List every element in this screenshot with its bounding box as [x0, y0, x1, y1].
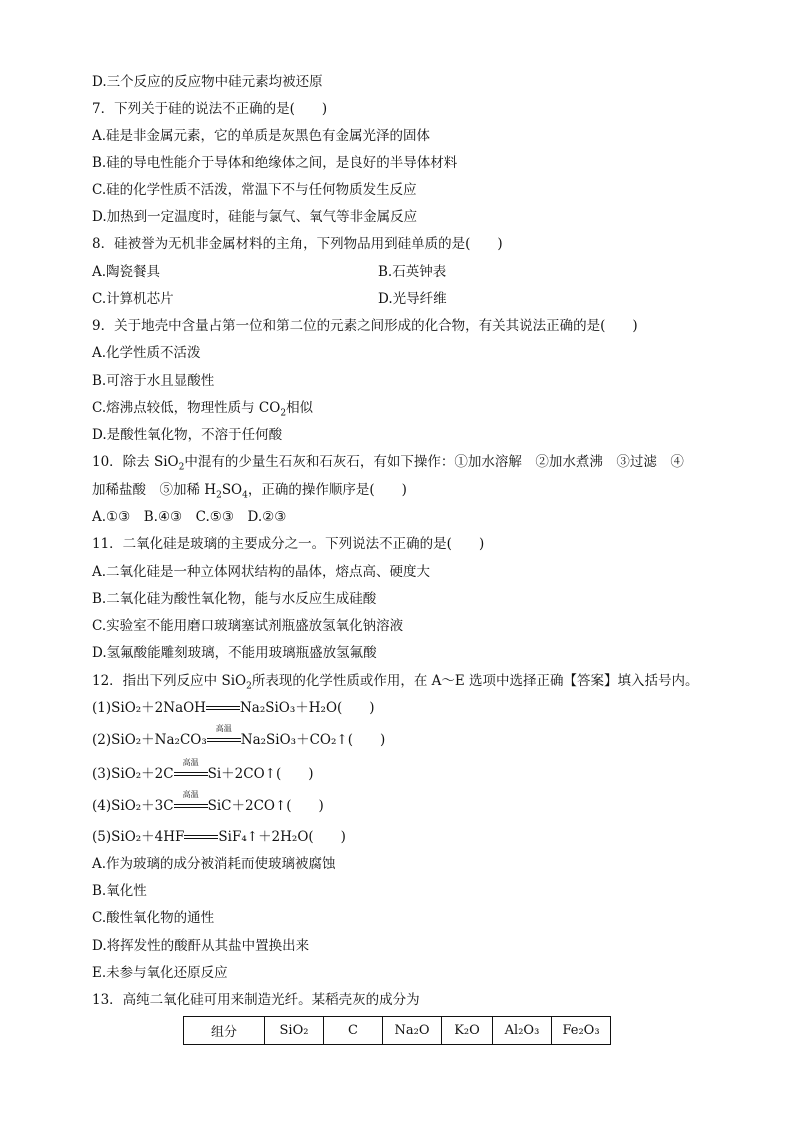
q12-stem-post: 所表现的化学性质或作用，在 A～E 选项中选择正确【答案】填入括号内。: [251, 673, 699, 689]
q8-option-c: C.计算机芯片: [92, 291, 174, 307]
q7-option-c: C.硅的化学性质不活泼，常温下不与任何物质发生反应: [92, 182, 417, 198]
q11-stem: 11．二氧化硅是玻璃的主要成分之一。下列说法不正确的是( ): [92, 536, 485, 552]
reaction-4-lhs: (4)SiO₂＋3C: [92, 798, 174, 814]
q12-option-b: B.氧化性: [92, 883, 147, 899]
q12-reaction-3: [92, 758, 314, 783]
reaction-2-rhs: Na₂SiO₃＋CO₂↑( ): [240, 732, 386, 748]
q9-option-c-sub: 2: [280, 408, 287, 419]
q9-option-c-pre: C.熔沸点较低，物理性质与 CO: [92, 400, 281, 416]
q13-stem: 13．高纯二氧化硅可用来制造光纤。某稻壳灰的成分为: [92, 992, 420, 1008]
q7-option-a: A.硅是非金属元素，它的单质是灰黑色有金属光泽的固体: [92, 128, 431, 144]
q10-stem: [92, 453, 684, 477]
reaction-4-rhs: SiC＋2CO↑( ): [207, 798, 324, 814]
q8-option-a: A.陶瓷餐具: [92, 264, 161, 280]
q12-reaction-2: [92, 724, 386, 749]
reaction-3-rhs: Si＋2CO↑( ): [207, 766, 314, 782]
high-temp-equals: [207, 724, 241, 744]
q9-stem: 9．关于地壳中含量占第一位和第二位的元素之间形成的化合物，有关其说法正确的是( ): [92, 318, 638, 334]
q12-reaction-5: [92, 828, 346, 846]
q9-option-a: A.化学性质不活泼: [92, 345, 201, 361]
q10-stem-sub: 2: [178, 462, 185, 473]
table-header-cell: Fe₂O₃: [552, 1017, 611, 1045]
reaction-1-lhs: (1)SiO₂＋2NaOH: [92, 700, 206, 716]
q9-option-c-post: 相似: [286, 400, 314, 416]
q12-option-c: C.酸性氧化物的通性: [92, 910, 215, 926]
reaction-3-lhs: (3)SiO₂＋2C: [92, 766, 174, 782]
table-row: [184, 1017, 611, 1045]
q10-stem-pre: 10．除去 SiO: [92, 454, 179, 470]
condition-label: 高温: [182, 758, 199, 767]
q12-reaction-4: [92, 790, 324, 815]
q10-stem2-pre: 加稀盐酸 ⑤加稀 H: [92, 482, 217, 498]
q10-stem-post: 中混有的少量生石灰和石灰石，有如下操作：①加水溶解 ②加水煮沸 ③过滤 ④: [184, 454, 684, 470]
reaction-5-lhs: (5)SiO₂＋4HF: [92, 829, 185, 845]
reaction-5-rhs: SiF₄↑＋2H₂O( ): [218, 829, 346, 845]
q9-option-b: B.可溶于水且显酸性: [92, 373, 215, 389]
q12-stem-sub: 2: [246, 681, 252, 692]
reaction-1-rhs: Na₂SiO₃＋H₂O( ): [239, 700, 375, 716]
q8-stem: 8．硅被誉为无机非金属材料的主角，下列物品用到硅单质的是( ): [92, 236, 503, 252]
q6-option-d: D.三个反应的反应物中硅元素均被还原: [92, 74, 323, 90]
high-temp-equals: [174, 758, 208, 778]
q12-option-e: E.未参与氧化还原反应: [92, 965, 228, 981]
q10-stem2-sub2: 4: [242, 490, 248, 501]
q10-stem-line2: [92, 481, 407, 505]
q7-option-d: D.加热到一定温度时，硅能与氯气、氧气等非金属反应: [92, 209, 418, 225]
high-temp-equals: [174, 790, 208, 810]
table-header-cell: K₂O: [442, 1017, 493, 1045]
q12-stem: [92, 672, 699, 696]
q10-stem2-post: ，正确的操作顺序是( ): [247, 482, 407, 498]
q12-reaction-1: [92, 699, 375, 717]
q7-stem: 7．下列关于硅的说法不正确的是( ): [92, 101, 328, 117]
table-header-cell: C: [324, 1017, 383, 1045]
equals-sign: [184, 831, 218, 841]
q8-option-b: B.石英钟表: [378, 264, 447, 280]
q9-option-d: D.是酸性氧化物，不溶于任何酸: [92, 427, 283, 443]
q7-option-b: B.硅的导电性能介于导体和绝缘体之间，是良好的半导体材料: [92, 155, 458, 171]
table-header-cell: Na₂O: [383, 1017, 442, 1045]
q8-option-d: D.光导纤维: [378, 291, 447, 307]
q12-stem-pre: 12．指出下列反应中 SiO: [92, 673, 247, 689]
table-header-cell: Al₂O₃: [493, 1017, 552, 1045]
q11-option-b: B.二氧化硅为酸性氧化物，能与水反应生成硅酸: [92, 591, 377, 607]
q10-stem2-mid: SO: [221, 482, 243, 498]
q10-stem2-sub1: 2: [216, 490, 222, 501]
q11-option-c: C.实验室不能用磨口玻璃塞试剂瓶盛放氢氧化钠溶液: [92, 618, 404, 634]
table-header-cell: SiO₂: [265, 1017, 324, 1045]
q12-option-d: D.将挥发性的酸酐从其盐中置换出来: [92, 938, 310, 954]
composition-table: [183, 1016, 611, 1045]
q11-option-d: D.氢氟酸能雕刻玻璃，不能用玻璃瓶盛放氢氟酸: [92, 645, 377, 661]
q9-option-c: [92, 399, 313, 423]
q12-option-a: A.作为玻璃的成分被消耗而使玻璃被腐蚀: [92, 856, 336, 872]
reaction-2-lhs: (2)SiO₂＋Na₂CO₃: [92, 732, 207, 748]
table-header-cell: 组分: [184, 1017, 265, 1045]
q10-options: A.①③ B.④③ C.⑤③ D.②③: [92, 509, 287, 525]
condition-label: 高温: [182, 790, 199, 799]
equals-sign: [206, 702, 240, 712]
q11-option-a: A.二氧化硅是一种立体网状结构的晶体，熔点高、硬度大: [92, 564, 431, 580]
condition-label: 高温: [215, 724, 232, 733]
